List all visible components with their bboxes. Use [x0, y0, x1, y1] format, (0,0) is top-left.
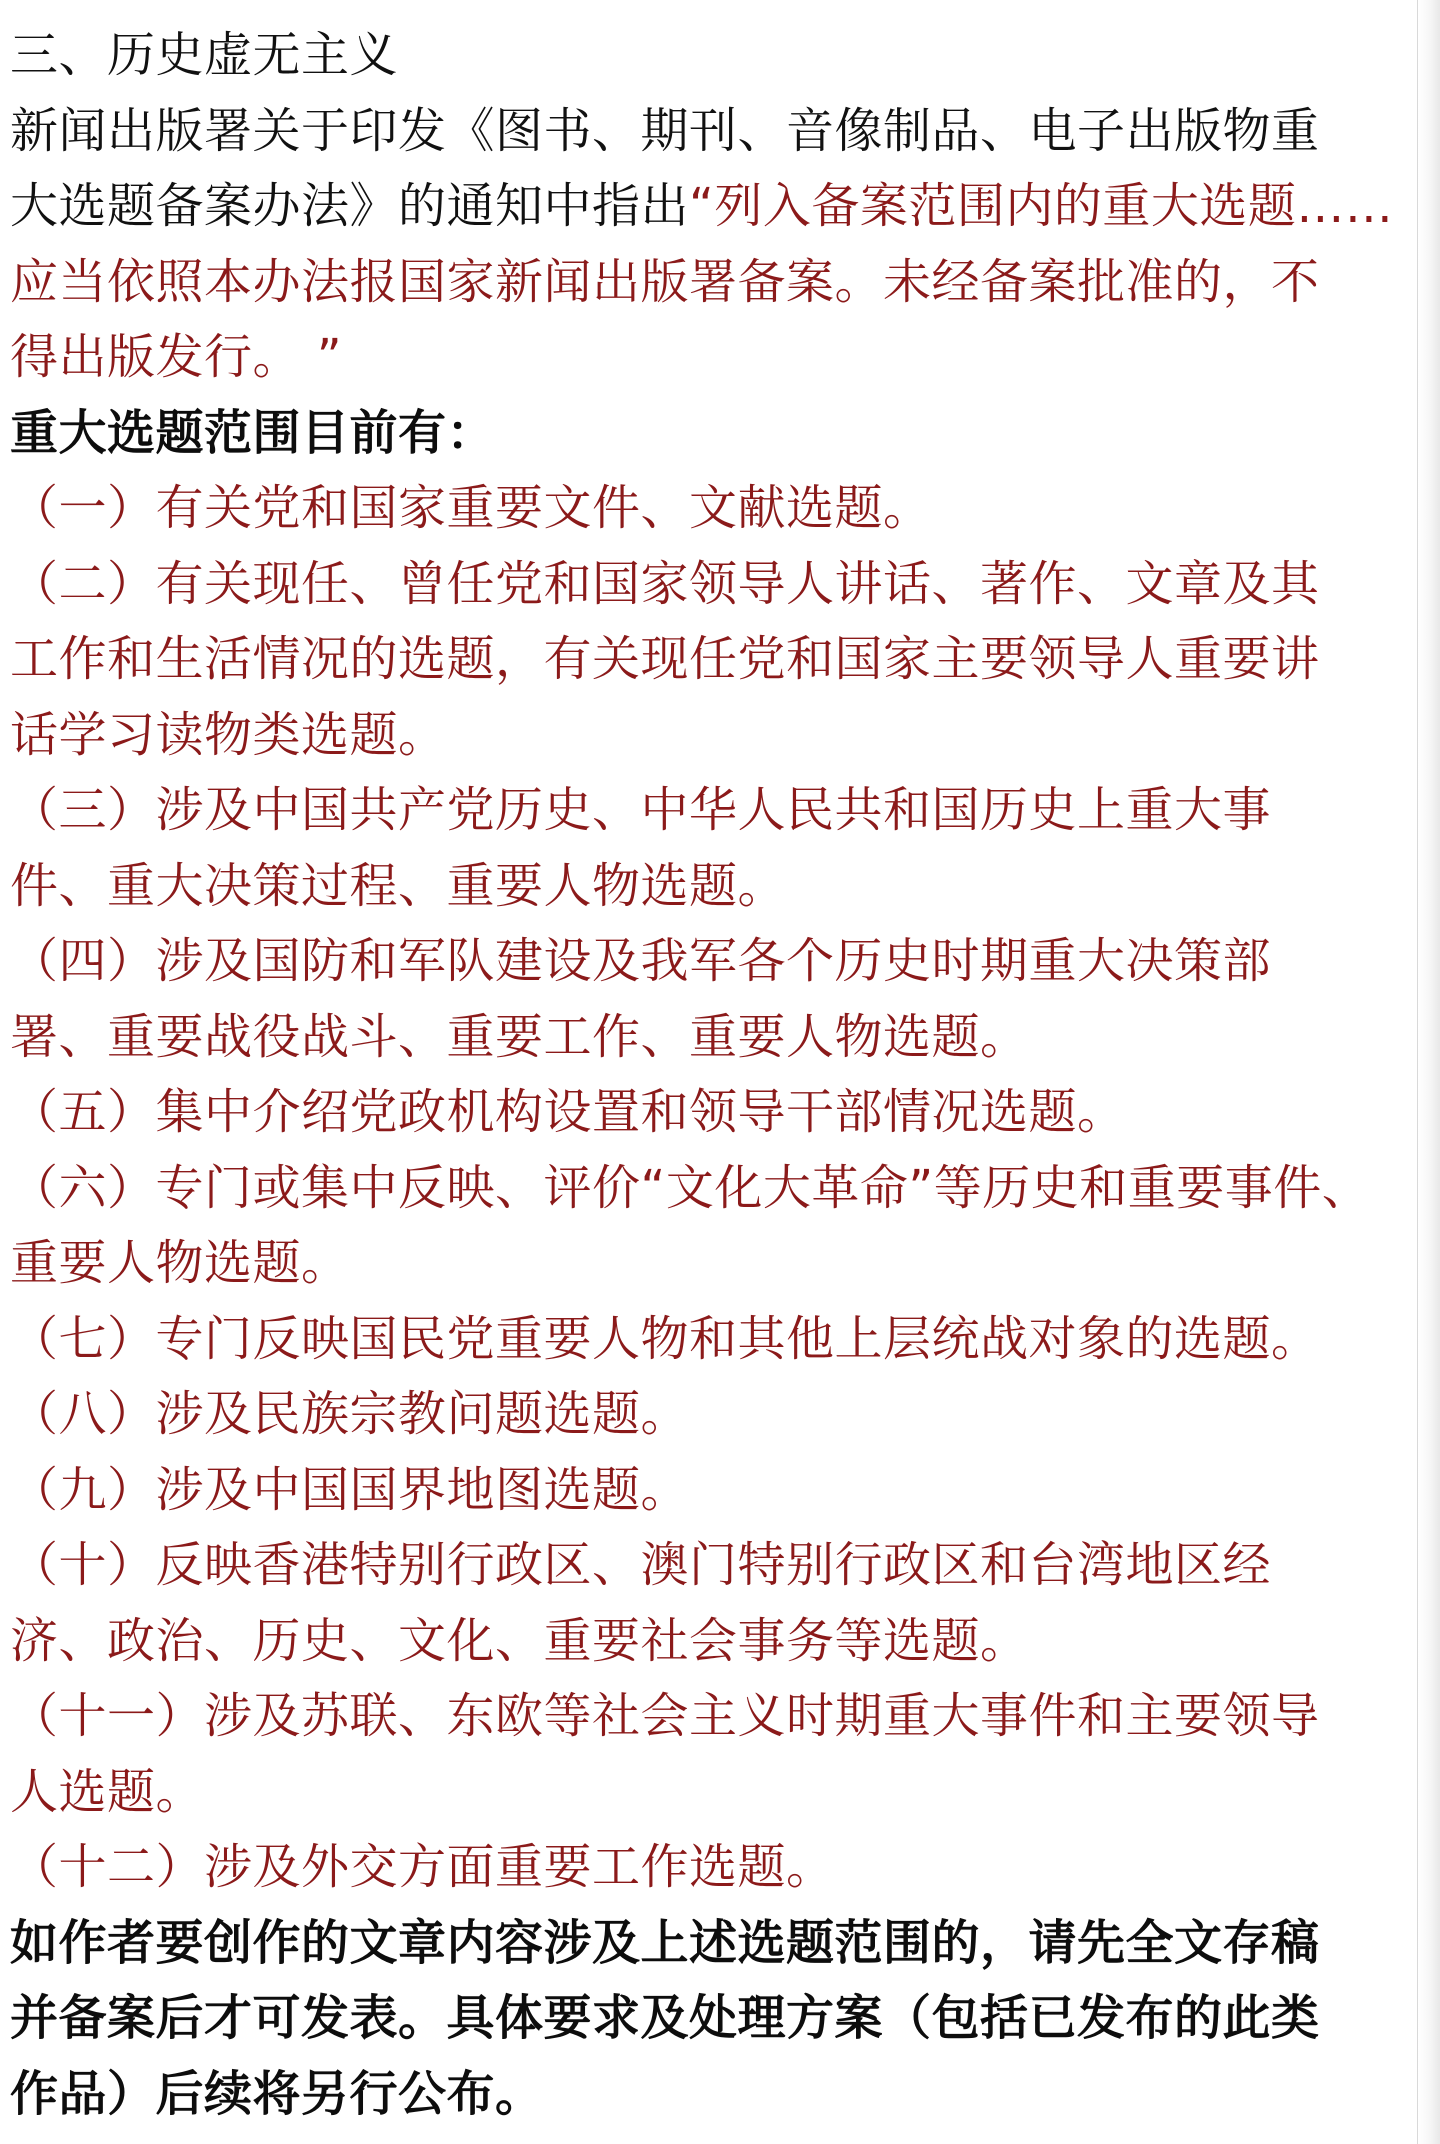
scope-item-line: （九）涉及中国国界地图选题。 [10, 1461, 690, 1518]
scope-item-line: （二）有关现任、曾任党和国家领导人讲话、著作、文章及其 [10, 555, 1320, 612]
notice-line-4: 得出版发行。 ” [10, 329, 343, 385]
notice-line-2 [10, 169, 1418, 245]
notice-line-1: 新闻出版署关于印发《图书、期刊、音像制品、电子出版物重 [10, 102, 1320, 159]
scope-item-line: （六）专门或集中反映、评价“文化大革命”等历史和重要事件、 [10, 1159, 1371, 1216]
closing-line: 如作者要创作的文章内容涉及上述选题范围的，请先全文存稿 [10, 1914, 1320, 1971]
notice-line-2-black: 大选题备案办法》的通知中指出 [10, 178, 690, 234]
scope-item-line: 人选题。 [10, 1763, 205, 1820]
closing-line: 并备案后才可发表。具体要求及处理方案（包括已发布的此类 [10, 1990, 1320, 2046]
scope-item-line: （一）有关党和国家重要文件、文献选题。 [10, 480, 932, 536]
scope-item-line: （十）反映香港特别行政区、澳门特别行政区和台湾地区经 [10, 1537, 1272, 1593]
scope-item-line: 署、重要战役战斗、重要工作、重要人物选题。 [10, 1008, 1029, 1065]
scope-item-line: （三）涉及中国共产党历史、中华人民共和国历史上重大事 [10, 782, 1272, 838]
scope-item-line: 话学习读物类选题。 [10, 706, 447, 763]
scope-item-line: 济、政治、历史、文化、重要社会事务等选题。 [10, 1612, 1029, 1669]
closing-line: 作品）后续将另行公布。 [10, 2065, 544, 2122]
scope-item-line: （四）涉及国防和军队建设及我军各个历史时期重大决策部 [10, 933, 1272, 989]
page-edge-divider [1417, 0, 1440, 2144]
scope-item-line: 重要人物选题。 [10, 1235, 350, 1291]
section-heading: 三、历史虚无主义 [10, 27, 399, 83]
scope-item-line: （十一）涉及苏联、东欧等社会主义时期重大事件和主要领导 [10, 1688, 1320, 1744]
scope-item-line: 工作和生活情况的选题，有关现任党和国家主要领导人重要讲 [10, 631, 1320, 687]
notice-line-2-quote: “列入备案范围内的重大选题…… [689, 178, 1394, 234]
notice-line-3: 应当依照本办法报国家新闻出版署备案。未经备案批准的，不 [10, 253, 1320, 310]
scope-item-line: （五）集中介绍党政机构设置和领导干部情况选题。 [10, 1084, 1126, 1140]
scope-item-line: （七）专门反映国民党重要人物和其他上层统战对象的选题。 [10, 1310, 1320, 1367]
scope-item-line: （八）涉及民族宗教问题选题。 [10, 1386, 690, 1442]
scope-item-line: （十二）涉及外交方面重要工作选题。 [10, 1839, 835, 1895]
scope-title: 重大选题范围目前有： [10, 404, 496, 461]
scope-item-line: 件、重大决策过程、重要人物选题。 [10, 857, 787, 914]
